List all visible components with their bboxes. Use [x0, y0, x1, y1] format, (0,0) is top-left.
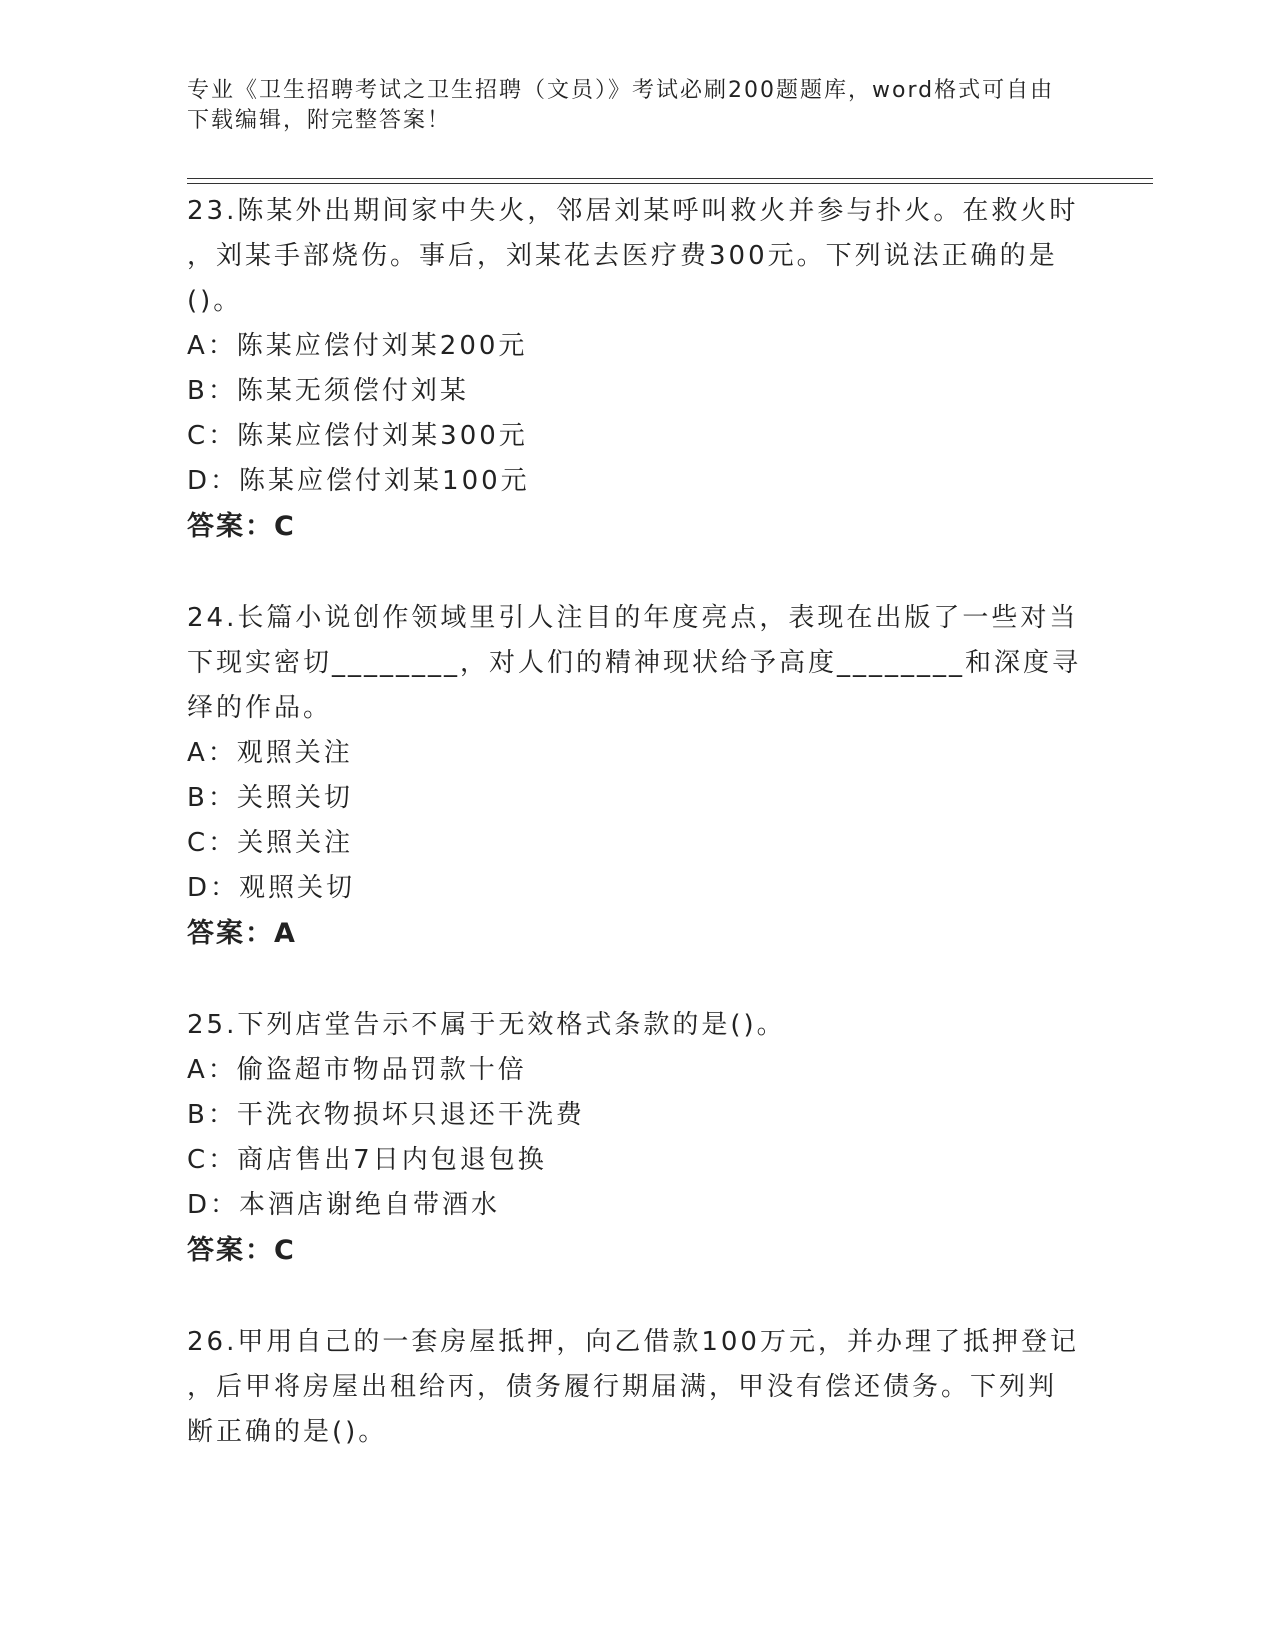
answer-line: 答案：A — [187, 918, 297, 949]
option-list — [187, 1048, 1087, 1228]
option-a: A：观照关注 — [187, 738, 353, 768]
option-list — [187, 731, 1087, 911]
option-c: C：商店售出7日内包退包换 — [187, 1145, 547, 1175]
question-list — [187, 189, 1087, 1501]
option-b: B：陈某无须偿付刘某 — [187, 376, 469, 406]
option-a: A：陈某应偿付刘某200元 — [187, 331, 528, 361]
option-list — [187, 324, 1087, 504]
question-23 — [187, 189, 1087, 550]
question-25 — [187, 1003, 1087, 1274]
answer-line: 答案：C — [187, 511, 296, 542]
question-stem: 25.下列店堂告示不属于无效格式条款的是()。 — [187, 1010, 786, 1040]
header-divider-top — [187, 178, 1153, 179]
option-d: D：本酒店谢绝自带酒水 — [187, 1190, 501, 1220]
question-stem: 23.陈某外出期间家中失火，邻居刘某呼叫救火并参与扑火。在救火时 ，刘某手部烧伤。事后，刘某花去医疗费300元。下列说法正确的是 ()。 — [187, 196, 1079, 316]
option-d: D：陈某应偿付刘某100元 — [187, 466, 530, 496]
option-b: B：干洗衣物损坏只退还干洗费 — [187, 1100, 585, 1130]
option-b: B：关照关切 — [187, 783, 353, 813]
document-header: 专业《卫生招聘考试之卫生招聘（文员）》考试必刷200题题库，word格式可自由下载编辑，附完整答案！ — [187, 78, 1055, 133]
answer-line: 答案：C — [187, 1235, 296, 1266]
question-26 — [187, 1320, 1087, 1455]
option-c: C：陈某应偿付刘某300元 — [187, 421, 528, 451]
option-a: A：偷盗超市物品罚款十倍 — [187, 1055, 527, 1085]
question-24 — [187, 596, 1087, 957]
option-c: C：关照关注 — [187, 828, 354, 858]
question-stem: 26.甲用自己的一套房屋抵押，向乙借款100万元，并办理了抵押登记 ，后甲将房屋出租给丙，债务履行期届满，甲没有偿还债务。下列判 断正确的是()。 — [187, 1327, 1079, 1447]
question-stem: 24.长篇小说创作领域里引人注目的年度亮点，表现在出版了一些对当 下现实密切________，对人们的精神现状给予高度________和深度寻 绎的作品。 — [187, 603, 1082, 723]
option-d: D：观照关切 — [187, 873, 356, 903]
header-divider-bottom — [187, 183, 1153, 184]
